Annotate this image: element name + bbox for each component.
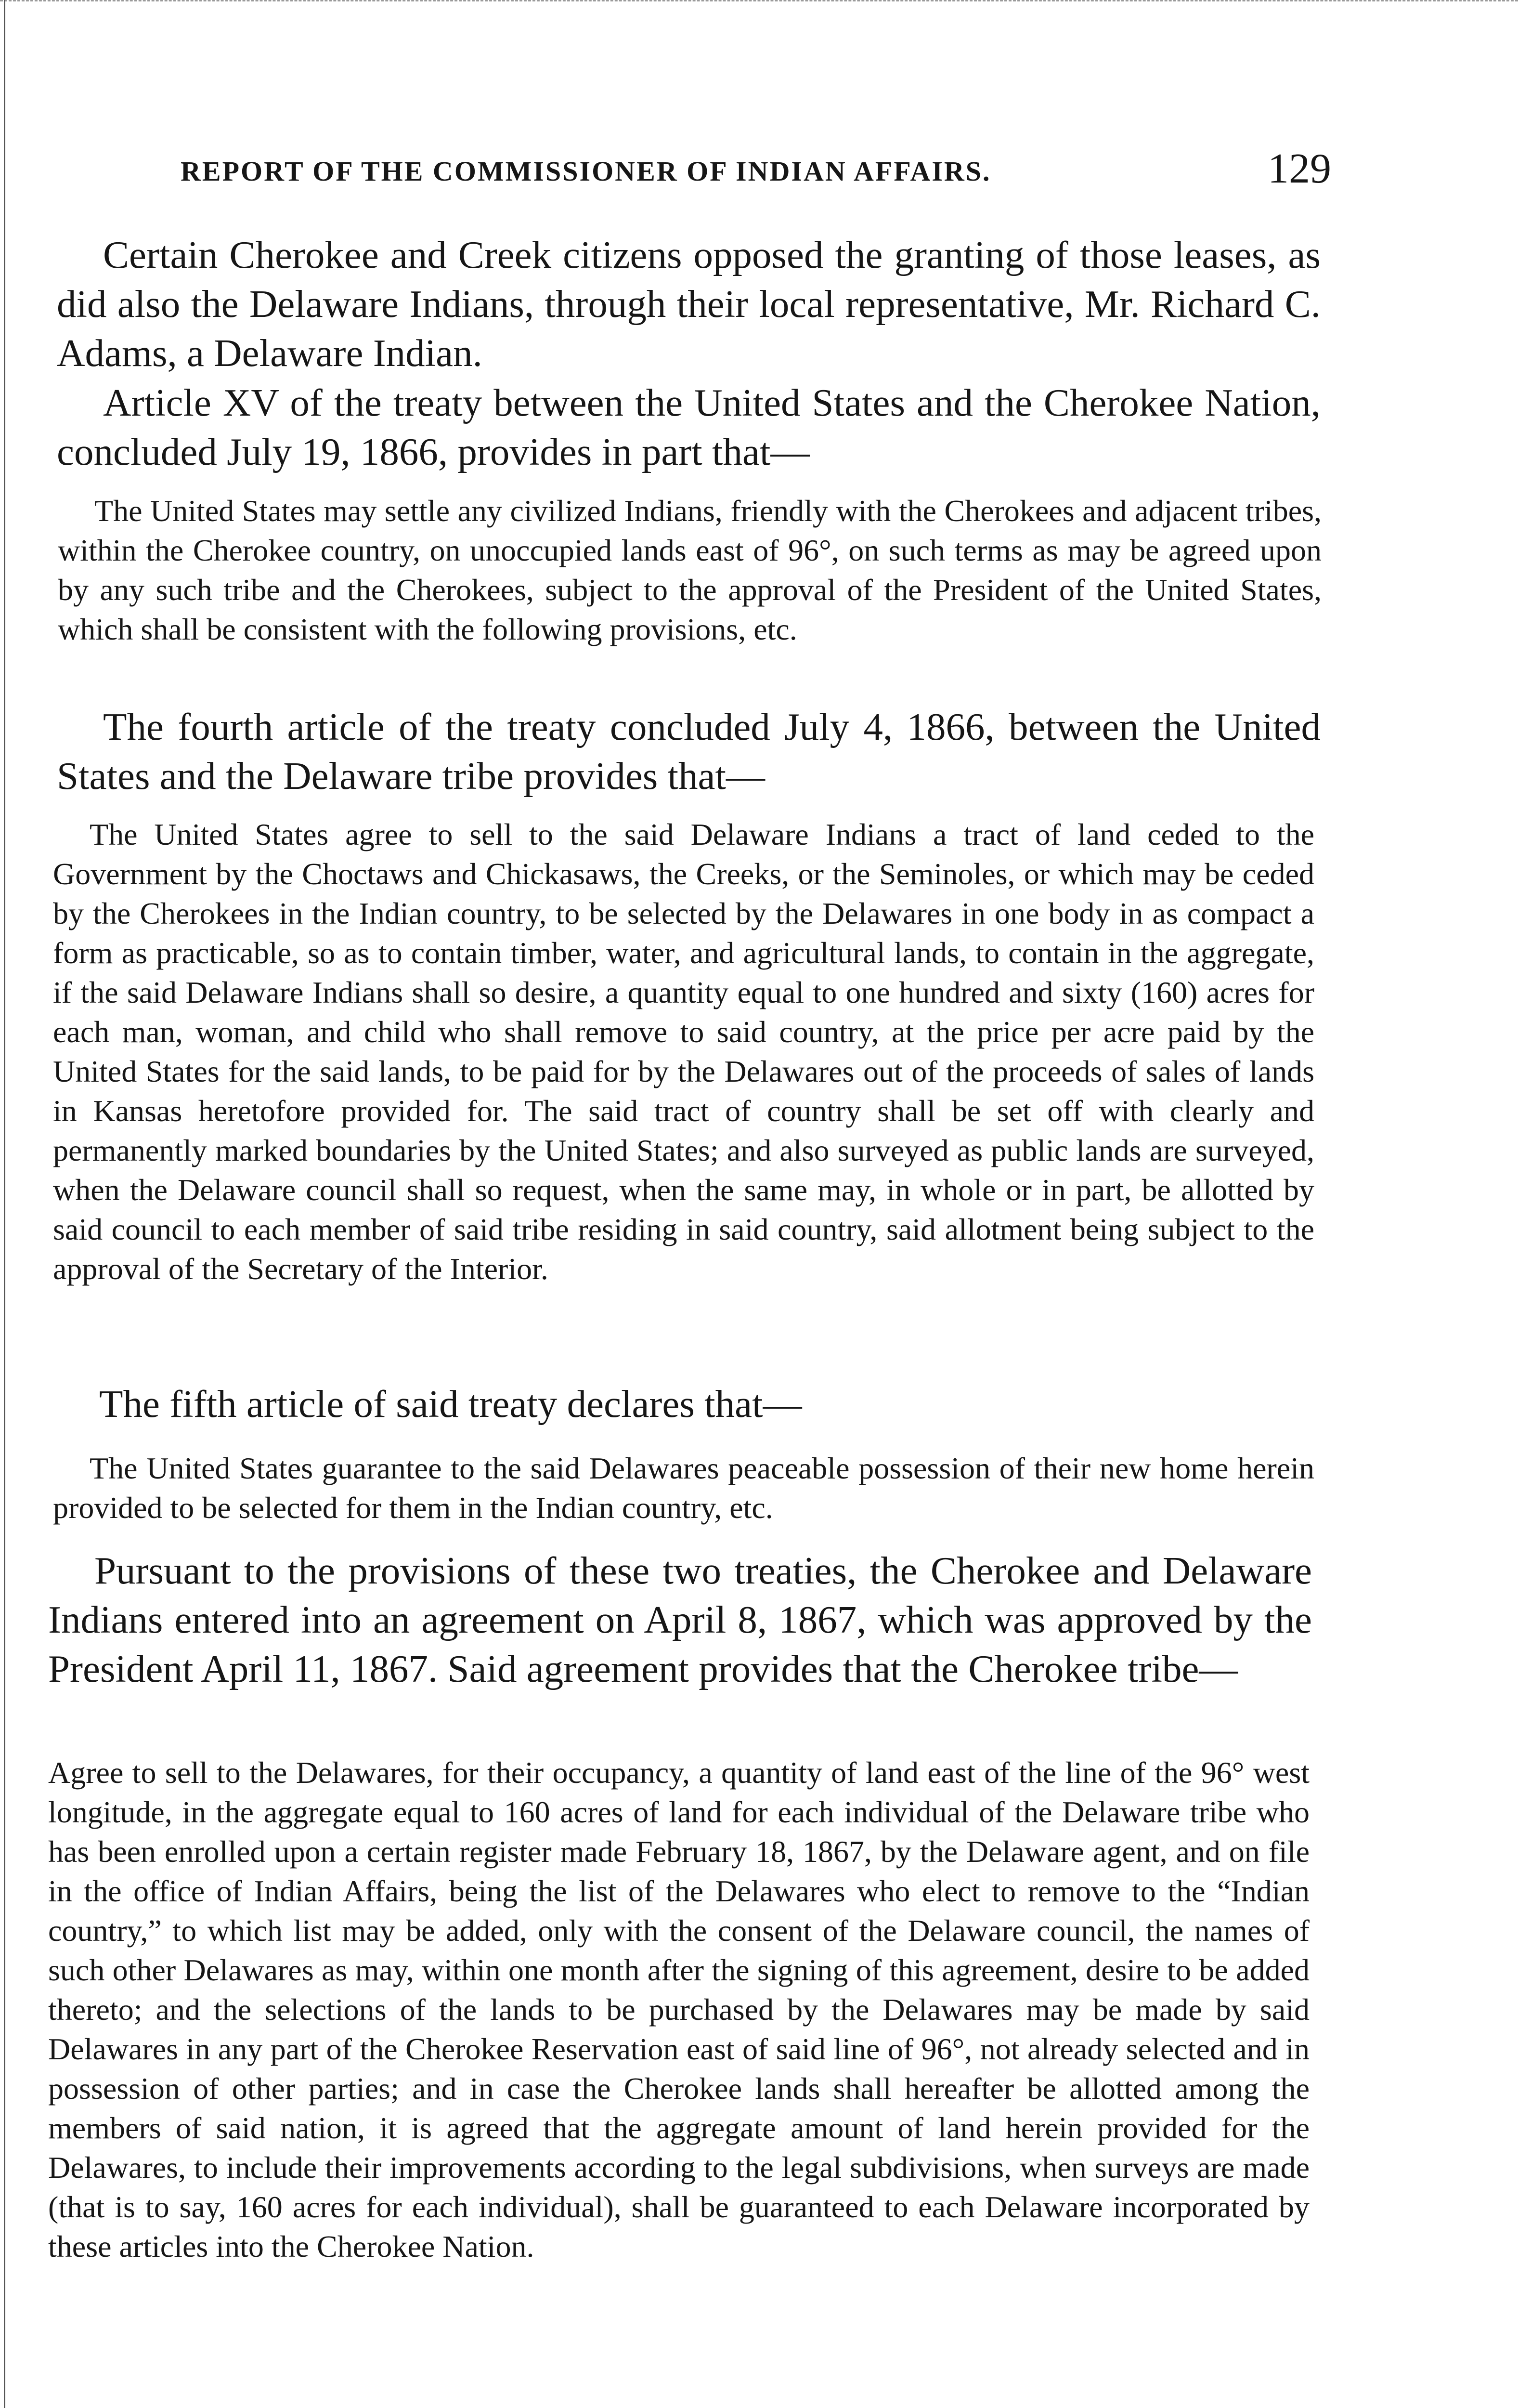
quote-article-xv: The United States may settle any civilized Indians, friendly with the Cherokees and adjacent tribes, within the Cherokee country, on unoccupied lands east of 96°, on such terms as may be agreed upon by any such tribe and the Cherokees, subject to the approval of the President of the United States, which shall be consistent with the following provisions, etc.: [58, 494, 1322, 646]
paragraph-opposition: Certain Cherokee and Creek citizens opposed the granting of those leases, as did also the Delaware Indians, through their local representative, Mr. Richard C. Adams, a Delaware Indian.: [57, 233, 1321, 375]
paragraph-fifth-article: The fifth article of said treaty declares that—: [99, 1382, 802, 1426]
quote-agreement: Agree to sell to the Delawares, for their occupancy, a quantity of land east of the line of the 96° west longitude, in the aggregate equal to 160 acres of land for each individual of the Delaware tribe who has been enrolled upon a certain register made February 18, 1867, by the Delaware agent, and on file in the office of Indian Affairs, being the list of the Delawares who elect to remove to the “Indian country,” to which list may be added, only with the consent of the Delaware council, the names of such other Delawares as may, within one month after the signing of this agreement, desire to be added thereto; and the selections of the lands to be purchased by the Delawares may be made by said Delawares in any part of the Cherokee Reservation east of said line of 96°, not already selected and in possession of other parties; and in case the Cherokee lands shall hereafter be allotted among the members of said nation, it is agreed that the aggregate amount of land herein provided for the Delawares, to include their improvements according to the legal subdivisions, when surveys are made (that is to say, 160 acres for each individual), shall be guaranteed to each Delaware incorporated by these articles into the Cherokee Nation.: [48, 1755, 1310, 2264]
page-number: 129: [1268, 145, 1331, 192]
top-edge-rule: [0, 0, 1518, 3]
running-head: REPORT OF THE COMMISSIONER OF INDIAN AFFAIRS.: [181, 156, 991, 187]
paragraph-fourth-article: The fourth article of the treaty concluded July 4, 1866, between the United States and the Delaware tribe provides that—: [57, 705, 1321, 798]
page-header: [181, 144, 1336, 197]
paragraph-article-xv: Article XV of the treaty between the United States and the Cherokee Nation, concluded July 19, 1866, provides in part that—: [57, 381, 1321, 473]
left-edge-rule: [4, 0, 5, 2408]
quote-fourth-article: The United States agree to sell to the said Delaware Indians a tract of land ceded to the Government by the Choctaws and Chickasaws, the Creeks, or the Seminoles, or which may be ceded by the Cherokees in the Indian country, to be selected by the Delawares in one body in as compact a form as practicable, so as to contain timber, water, and agricultural lands, to contain in the aggregate, if the said Delaware Indians shall so desire, a quantity equal to one hundred and sixty (160) acres for each man, woman, and child who shall remove to said country, at the price per acre paid by the United States for the said lands, to be paid for by the Delawares out of the proceeds of sales of lands in Kansas heretofore provided for. The said tract of country shall be set off with clearly and permanently marked boundaries by the United States; and also surveyed as public lands are surveyed, when the Delaware council shall so request, when the same may, in whole or in part, be allotted by said council to each member of said tribe residing in said country, said allotment being subject to the approval of the Secretary of the Interior.: [53, 817, 1314, 1286]
quote-fifth-article: The United States guarantee to the said Delawares peaceable possession of their new home herein provided to be selected for them in the Indian country, etc.: [53, 1451, 1314, 1525]
paragraph-agreement: Pursuant to the provisions of these two treaties, the Cherokee and Delaware Indians entered into an agreement on April 8, 1867, which was approved by the President April 11, 1867. Said agreement provides that the Cherokee tribe—: [48, 1549, 1312, 1690]
